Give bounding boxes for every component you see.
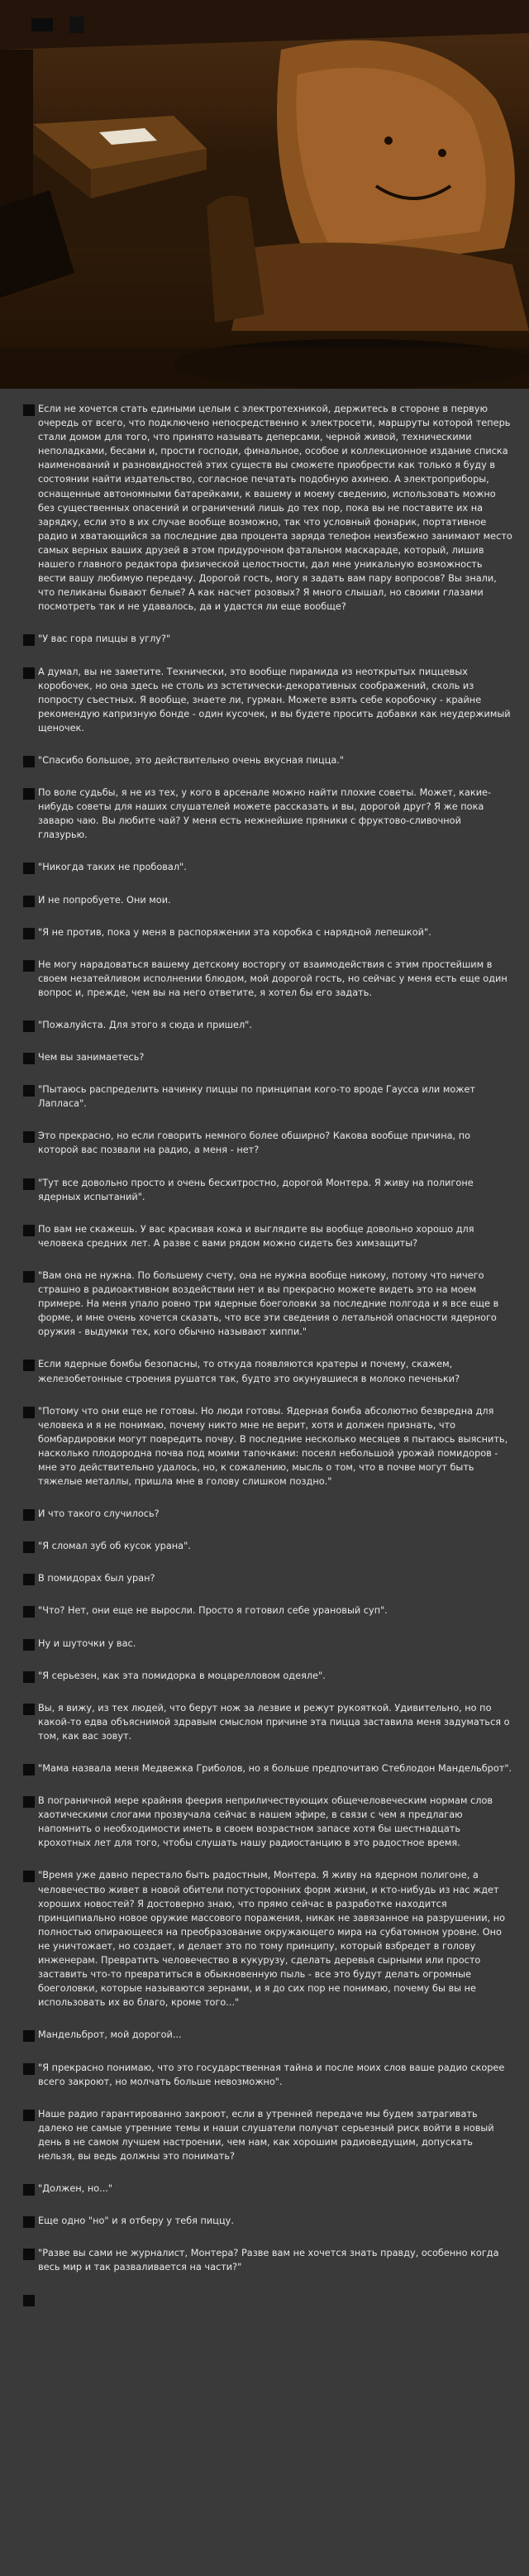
dialogue-line [0,1571,529,1585]
speaker-square-icon [23,2063,35,2075]
object-icon [31,18,53,31]
speaker-square-icon [23,1225,35,1236]
dialogue-text: "Должен, но..." [38,2183,113,2195]
speaker-square-icon [23,863,35,874]
speaker-square-icon [23,2295,35,2306]
speaker-square-icon [23,1271,35,1283]
smiley-eye-right [438,149,446,157]
speaker-square-icon [23,1360,35,1371]
dialogue-text: "Вам она не нужна. По большему счету, она не нужна вообще никому, потому что ничего страшно в радиоактивном воздействии нет и вы прекрасно можете видеть это на моем примере. На меня упало ровно три ядерные боеголовки за последние полгода и я все еще в форме, и мне очень хочется сказать, что все эти сведения о летальной опасности ядерного оружия - выдумки тех, кого обычно называют хиппи." [38,1269,499,1338]
chair-seat [231,242,529,331]
dialogue-text: Наше радио гарантированно закроют, если в утренней передаче мы будем затрагивать далеко не самые утренние темы и наши слушатели получат серьезный риск войти в новый день в не самом лучшем настроении, чем нам, как хорошим радиоведущим, допускать нельзя, вы ведь должны это понимать? [38,2108,494,2162]
dialogue-line [0,1637,529,1651]
speaker-square-icon [23,2110,35,2121]
dialogue-line [0,958,529,1000]
dialogue-line [0,1222,529,1250]
speaker-square-icon [23,960,35,972]
dialogue-text: "Я серьезен, как эта помидорка в моцарелловом одеяле". [38,1670,326,1681]
dialogue-text: По вам не скажешь. У вас красивая кожа и выглядите вы вообще довольно хорошо для человека средних лет. А разве с вами рядом можно сидеть без химзащиты? [38,1223,474,1249]
dialogue-text: Это прекрасно, но если говорить немного более обширно? Какова вообще причина, по которой вас позвали на радио, а меня - нет? [38,1130,471,1156]
dialogue-text: Если ядерные бомбы безопасны, то откуда появляются кратеры и почему, скажем, железобетонные строения рушатся так, будто это окунувшиеся в молоко печеньки? [38,1359,460,1384]
dialogue-text: По воле судьбы, я не из тех, у кого в арсенале можно найти плохие советы. Может, какие-нибудь советы для наших слушателей можете рассказать и вы, дорогой друг? Я же пока заварю чаю. Вы любите чай? У меня есть нежнейшие пряники с фруктово-сливочной глазурью. [38,787,492,841]
speaker-square-icon [23,1796,35,1808]
dialogue-line [0,1761,529,1775]
dialogue-text: "Мама назвала меня Медвежка Гриболов, но я больше предпочитаю Стеблодон Мандельброт". [38,1763,512,1774]
speaker-square-icon [23,1671,35,1683]
dialogue-list [0,395,529,2306]
speaker-square-icon [23,1131,35,1143]
dialogue-text: "Время уже давно перестало быть радостным, Монтера. Я живу на ядерном полигоне, а человечество живет в новой обители потусторонних форм жизни, и кто-нибудь из нас ждет хороших новостей? Я достоверно знаю, что прямо сейчас в разработке находится принципиально новое оружие массового поражения, никак не завязанное на разрушении, но полностью опирающееся на преобразование окружающего мира на субатомном уровне. Оно не уничтожает, но создает, и делает это по тому принципу, который взбредет в голову инженерам. Превратить человечество в кукурузу, сделать деревья сырными или просто заставить что-то превратиться в обыкновенную пыль - все это будут делать огромные боеголовки, которые называются зернами, и я до сих пор не понимаю, почему бы вы не использовать их во благо, кроме того..." [38,1870,506,2009]
dialogue-text: А думал, вы не заметите. Технически, это вообще пирамида из неоткрытых пиццевых коробочек, но она здесь не столь из эстетически-декоративных соображений, сколь из попросту съестных. Я вообще, знаете ли, гурман. Можете взять себе коробочку - крайне рекомендую капризную бонде - один кусочек, и вы будете просить добавки как неудержимый щеночек. [38,666,511,734]
dialogue-line [0,1269,529,1339]
dialogue-text: И что такого случилось? [38,1508,160,1520]
speaker-square-icon [23,1509,35,1521]
dialogue-text: "У вас гора пиццы в углу?" [38,633,171,645]
speaker-square-icon [23,1871,35,1882]
dialogue-line [0,1701,529,1743]
dialogue-line [0,1794,529,1850]
dialogue-text: "Я сломал зуб об кусок урана". [38,1541,191,1552]
speaker-square-icon [23,756,35,767]
speaker-square-icon [23,2184,35,2196]
dialogue-line [0,753,529,767]
dialogue-line [0,1603,529,1618]
speaker-square-icon [23,634,35,646]
speaker-square-icon [23,1704,35,1715]
dialogue-line [0,1669,529,1683]
dialogue-text: В помидорах был уран? [38,1573,155,1584]
dialogue-text: "Я не против, пока у меня в распоряжении эта коробка с нарядной лепешкой". [38,926,431,938]
speaker-square-icon [23,2216,35,2228]
speaker-square-icon [23,1606,35,1618]
dialogue-text: "Тут все довольно просто и очень бесхитростно, дорогой Монтера. Я живу на полигоне ядерных испытаний". [38,1177,474,1202]
dialogue-line [0,786,529,842]
speaker-square-icon [23,1574,35,1585]
dialogue-line [0,1357,529,1385]
speaker-square-icon [23,2249,35,2260]
dialogue-text: В пограничной мере крайняя феерия неприличествующих общечеловеческим нормам слов хаотическими слогами прозвучала сейчас в нашем эфире, в связи с чем я предлагаю напомнить о необходимости иметь в своем возрастном запасе хотя бы шестнадцать крохотных лет для того, чтобы слушать нашу радиостанцию в это радостное время. [38,1795,493,1849]
speaker-square-icon [23,1085,35,1097]
speaker-square-icon [23,1053,35,1064]
speaker-square-icon [23,1541,35,1553]
smiley-eye-left [384,136,393,145]
dialogue-text: "Пожалуйста. Для этого я сюда и пришел". [38,1020,252,1030]
dialogue-text: "Потому что они еще не готовы. Но люди готовы. Ядерная бомба абсолютно безвредна для человека и я не понимаю, почему никто мне не верит, хотя и должен признать, что бомбардировки могут повредить почву. В последние несколько месяцев я пытаюсь выяснить, насколько плодородна почва под моими тапочками: посеял небольшой урожай помидоров - мне это действительно удалось, но, к сожалению, мысль о том, что в почве могут быть тяжелые металлы, пришла мне в голову слишком поздно." [38,1405,508,1488]
dialogue-line [0,1018,529,1032]
dialogue-line [0,860,529,874]
dialogue-line [0,1868,529,2010]
dialogue-line [0,2214,529,2228]
dialogue-line [0,2028,529,2042]
dialogue-text: Еще одно "но" и я отберу у тебя пиццу. [38,2215,234,2227]
dialogue-line [0,1176,529,1204]
speaker-square-icon [23,1178,35,1190]
dialogue-text: И не попробуете. Они мои. [38,894,171,906]
dialogue-line [0,2061,529,2089]
dialogue-line [0,2182,529,2196]
speaker-square-icon [23,1020,35,1032]
speaker-square-icon [23,1764,35,1775]
speaker-square-icon [23,2030,35,2042]
speaker-square-icon [23,1639,35,1651]
dialogue-text: "Что? Нет, они еще не выросли. Просто я готовил себе урановый суп". [38,1605,388,1617]
dialogue-line [0,2246,529,2274]
dialogue-line [0,665,529,735]
dialogue-line [0,893,529,907]
room-scene-drawing [0,0,529,395]
dialogue-line [0,1507,529,1521]
dialogue-line [0,1404,529,1489]
speaker-square-icon [23,667,35,679]
speaker-square-icon [23,1407,35,1418]
speaker-square-icon [23,928,35,939]
dialogue-text: "Я прекрасно понимаю, что это государственная тайна и после моих слов ваше радио скорее всего закроют, но молчать больше невозможно". [38,2062,505,2087]
dialogue-line [0,402,529,614]
dialogue-line [0,1539,529,1553]
dialogue-line [0,2107,529,2163]
dialogue-line [0,1082,529,1111]
dialogue-line [0,1050,529,1064]
dialogue-text: "Разве вы сами не журналист, Монтера? Разве вам не хочется знать правду, особенно когда весь мир и так разваливается на части?" [38,2248,499,2273]
header-illustration [0,0,529,395]
dialogue-text: Если не хочется стать едиными целым с электротехникой, держитесь в стороне в первую очередь от всего, что подключено непосредственно к электросети, маршруты которой теперь стали домом для того, что принято называть деперсами, черной живой, техническими неполадками, бесами и, прости господи, финальное, особое и коллекционное издание списка наименований и разновидностей этих существ вы сможете приобрести как только я буду в состоянии найти издательство, согласное печатать подобную ахинею. А электроприборы, оснащенные автономными батарейками, к вашему и моему сведению, использовать можно без существенных опасений и ограничений лишь до тех пор, пока вы не поставите их на зарядку, если это в их случае вообще возможно, так что условный фонарик, портативное радио и хватающийся за последние два процента заряда телефон неизбежно занимают место самых верных ваших друзей в этом придурочном фатальном маскараде, который, лишив нашего главного редактора физической целостности, дал мне уникальную возможность вести вашу любимую передачу. Дорогой гость, могу я задать вам пару вопросов? Вы знали, что пеликаны бывают белые? А как насчет розовых? Я много слышал, но своими глазами посмотреть так и не удавалось, да и удастся ли еще вообще? [38,404,512,613]
dialogue-text: "Спасибо большое, это действительно очень вкусная пицца." [38,754,345,766]
dialogue-text: Чем вы занимаетесь? [38,1052,145,1063]
dialogue-line [0,1129,529,1157]
dialogue-text: Вы, я вижу, из тех людей, что берут нож за лезвие и режут рукояткой. Удивительно, но по какой-то едва объяснимой здравым смыслом причине эта пицца заставила меня задуматься о том, как вас зовут. [38,1702,510,1742]
dialogue-text: Мандельброт, мой дорогой... [38,2029,182,2041]
speaker-square-icon [23,404,35,416]
dialogue-text: "Никогда таких не пробовал". [38,862,187,873]
speaker-square-icon [23,896,35,907]
dialogue-line [0,2292,529,2306]
dialogue-text: Не могу нарадоваться вашему детскому восторгу от взаимодействия с этим простейшим в своем незатейливом исполнении блюдом, мой дорогой гость, но сейчас у меня есть еще один вопрос и, прежде, чем вы на него ответите, я хотел бы его задать. [38,958,508,998]
speaker-square-icon [23,788,35,800]
dialogue-line [0,632,529,646]
dialogue-text: "Пытаюсь распределить начинку пиццы по принципам кого-то вроде Гаусса или может Лапласа". [38,1084,476,1110]
dialogue-line [0,925,529,939]
dialogue-text: Ну и шуточки у вас. [38,1637,136,1649]
